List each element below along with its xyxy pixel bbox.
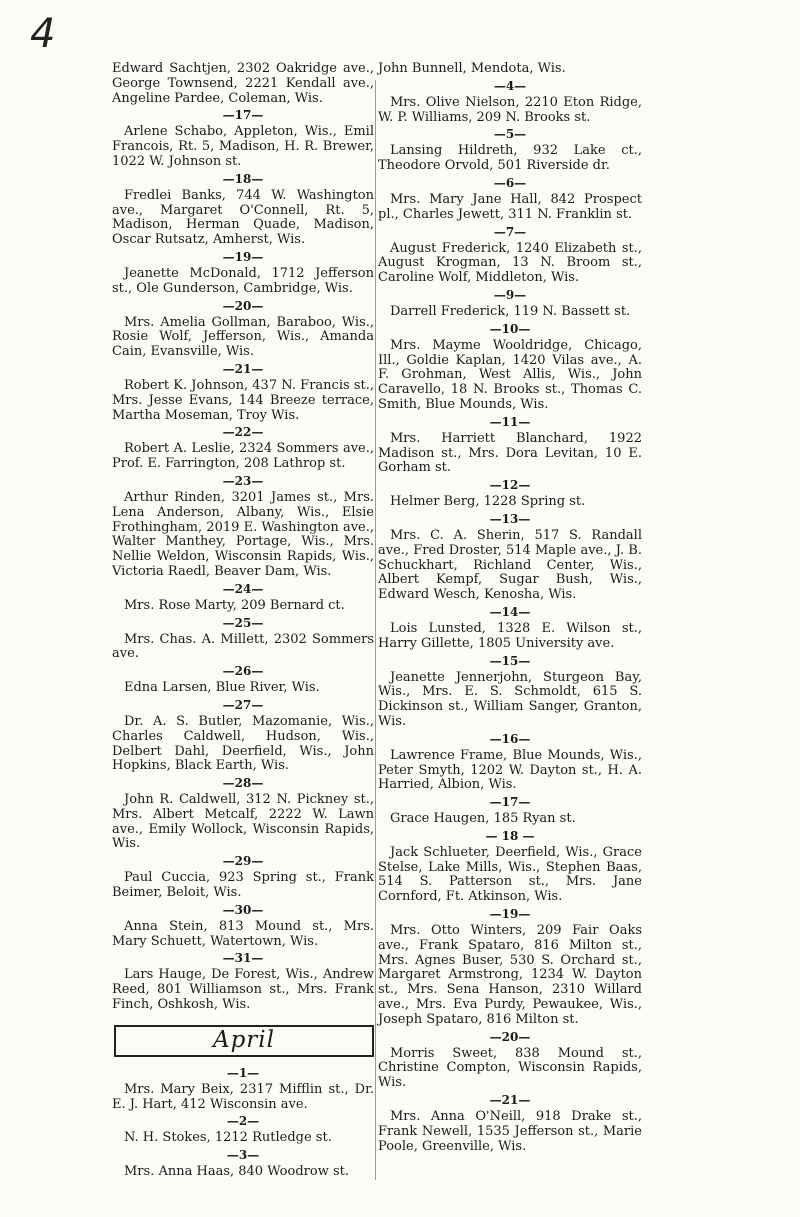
date-heading: —24— [222,581,264,596]
birthday-entry: Mrs. Anna O'Neill, 918 Drake st., Frank Newell, 1535 Jefferson st., Marie Poole, Greenville, Wis. [378,1109,642,1154]
birthday-entry: Mrs. Mayme Wooldridge, Chicago, Ill., Goldie Kaplan, 1420 Vilas ave., A. F. Grohman, West Allis, Wis., John Caravello, 18 N. Brooks st., Thomas C. Smith, Blue Mounds, Wis. [378,337,642,412]
birthday-entry: Mrs. Mary Beix, 2317 Mifflin st., Dr. E. J. Hart, 412 Wisconsin ave. [112,1081,374,1112]
date-heading: —1— [226,1065,260,1080]
date-heading: —2— [226,1114,260,1129]
date-heading: — 18 — [485,828,535,843]
date-heading: —20— [489,1029,531,1044]
birthday-entry: Morris Sweet, 838 Mound st., Christine Compton, Wisconsin Rapids, Wis. [378,1045,642,1091]
birthday-entry: Mrs. Harriett Blanchard, 1922 Madison st., Mrs. Dora Levitan, 10 E. Gorham st. [378,430,642,476]
left-column [112,62,374,1183]
date-heading: —28— [222,776,264,791]
month-heading-box [114,1025,374,1057]
date-heading: —19— [222,249,264,264]
date-heading: —18— [222,171,264,186]
birthday-entry: Darrell Frederick, 119 N. Bassett st. [390,303,631,319]
date-heading: —29— [222,854,264,869]
date-heading: —13— [489,511,531,526]
date-heading: —23— [222,473,264,488]
birthday-entry: Arthur Rinden, 3201 James st., Mrs. Lena Anderson, Albany, Wis., Elsie Frothingham, 2019 E. Washington ave., Walter Manthey, Portage, Wis., Mrs. Nellie Weldon, Wisconsin Rapids, Wis., Victoria Raedl, Beaver Dam, Wis. [112,489,374,579]
date-heading: —20— [222,298,264,313]
date-heading: —12— [489,478,531,493]
date-heading: —25— [222,615,264,630]
birthday-entry: Lars Hauge, De Forest, Wis., Andrew Reed, 801 Williamson st., Mrs. Frank Finch, Oshkosh, Wis. [112,967,374,1013]
birthday-entry: Robert K. Johnson, 437 N. Francis st., Mrs. Jesse Evans, 144 Breeze terrace, Martha Moseman, Troy Wis. [112,377,374,423]
right-column [378,62,642,1157]
birthday-entry: Mrs. Mary Jane Hall, 842 Prospect pl., Charles Jewett, 311 N. Franklin st. [378,191,642,222]
birthday-entry: Lansing Hildreth, 932 Lake ct., Theodore Orvold, 501 Riverside dr. [378,143,642,174]
birthday-entry: Dr. A. S. Butler, Mazomanie, Wis., Charles Caldwell, Hudson, Wis., Delbert Dahl, Deerfield, Wis., John Hopkins, Black Earth, Wis. [112,713,374,774]
birthday-entry: Anna Stein, 813 Mound st., Mrs. Mary Schuett, Watertown, Wis. [112,918,374,949]
birthday-entry: Helmer Berg, 1228 Spring st. [390,494,586,510]
month-heading: April [212,1027,276,1054]
date-heading: —15— [489,653,531,668]
date-heading: —16— [489,731,531,746]
birthday-entry: August Frederick, 1240 Elizabeth st., August Krogman, 13 N. Broom st., Caroline Wolf, Middleton, Wis. [378,240,642,286]
date-heading: —6— [493,175,527,190]
date-heading: —21— [222,361,264,376]
birthday-entry: Jeanette McDonald, 1712 Jefferson st., Ole Gunderson, Cambridge, Wis. [112,265,374,296]
birthday-entry: Jeanette Jennerjohn, Sturgeon Bay, Wis., Mrs. E. S. Schmoldt, 615 S. Dickinson st., William Sanger, Granton, Wis. [378,669,642,729]
date-heading: —3— [226,1148,260,1163]
birthday-entry: Mrs. C. A. Sherin, 517 S. Randall ave., Fred Droster, 514 Maple ave., J. B. Schuckhart, Richland Center, Wis., Albert Kempf, Sugar Bush, Wis., Edward Wesch, Kenosha, Wis. [378,527,642,603]
date-heading: —26— [222,664,264,679]
date-heading: —21— [489,1093,531,1108]
date-heading: —27— [222,697,264,712]
column-divider [375,80,376,1180]
birthday-entry: Mrs. Anna Haas, 840 Woodrow st. [124,1164,349,1180]
birthday-entry: Mrs. Chas. A. Millett, 2302 Sommers ave. [112,631,374,662]
date-heading: —19— [489,907,531,922]
birthday-entry: Fredlei Banks, 744 W. Washington ave., Margaret O'Connell, Rt. 5, Madison, Herman Quade, Madison, Oscar Rutsatz, Amherst, Wis. [112,187,374,248]
date-heading: —31— [222,951,264,966]
birthday-entry: N. H. Stokes, 1212 Rutledge st. [124,1130,332,1146]
birthday-entry: Paul Cuccia, 923 Spring st., Frank Beimer, Beloit, Wis. [112,870,374,901]
birthday-entry: Grace Haugen, 185 Ryan st. [390,811,576,827]
birthday-entry: Mrs. Otto Winters, 209 Fair Oaks ave., Frank Spataro, 816 Milton st., Mrs. Agnes Buser, 530 S. Orchard st., Margaret Armstrong, 1234 W. Dayton st., Mrs. Sena Hanson, 2310 Willard ave., Mrs. Eva Purdy, Pewaukee, Wis., Joseph Spataro, 816 Milton st. [378,923,642,1027]
date-heading: —4— [493,78,527,93]
birthday-entry: Jack Schlueter, Deerfield, Wis., Grace Stelse, Lake Mills, Wis., Stephen Baas, 514 S. Patterson st., Mrs. Jane Cornford, Ft. Atkinson, Wis. [378,844,642,905]
date-heading: —11— [489,414,531,429]
date-heading: —17— [222,108,264,123]
birthday-entry: John Bunnell, Mendota, Wis. [378,61,566,76]
date-heading: —5— [493,127,527,142]
date-heading: —30— [222,902,264,917]
birthday-entry: John R. Caldwell, 312 N. Pickney st., Mrs. Albert Metcalf, 2222 W. Lawn ave., Emily Wollock, Wisconsin Rapids, Wis. [112,792,374,852]
date-heading: —17— [489,795,531,810]
birthday-entry: Arlene Schabo, Appleton, Wis., Emil Francois, Rt. 5, Madison, H. R. Brewer, 1022 W. Johnson st. [112,124,374,169]
birthday-entry: Robert A. Leslie, 2324 Sommers ave., Prof. E. Farrington, 208 Lathrop st. [112,441,374,472]
birthday-entry: Edna Larsen, Blue River, Wis. [124,680,320,696]
date-heading: —7— [493,224,527,239]
date-heading: —9— [493,287,527,302]
birthday-entry: Lois Lunsted, 1328 E. Wilson st., Harry Gillette, 1805 University ave. [378,620,642,651]
date-heading: —10— [489,321,531,336]
birthday-entry: Mrs. Amelia Gollman, Baraboo, Wis., Rosie Wolf, Jefferson, Wis., Amanda Cain, Evansville, Wis. [112,314,374,360]
date-heading: —22— [222,425,264,440]
page-number: 4 [30,11,56,57]
birthday-entry: Mrs. Olive Nielson, 2210 Eton Ridge, W. P. Williams, 209 N. Brooks st. [378,94,642,125]
birthday-entry: Lawrence Frame, Blue Mounds, Wis., Peter Smyth, 1202 W. Dayton st., H. A. Harried, Albion, Wis. [378,747,642,793]
birthday-entry: Mrs. Rose Marty, 209 Bernard ct. [124,597,345,613]
birthday-entry: Edward Sachtjen, 2302 Oakridge ave., George Townsend, 2221 Kendall ave., Angeline Pardee, Coleman, Wis. [112,61,374,106]
date-heading: —14— [489,604,531,619]
